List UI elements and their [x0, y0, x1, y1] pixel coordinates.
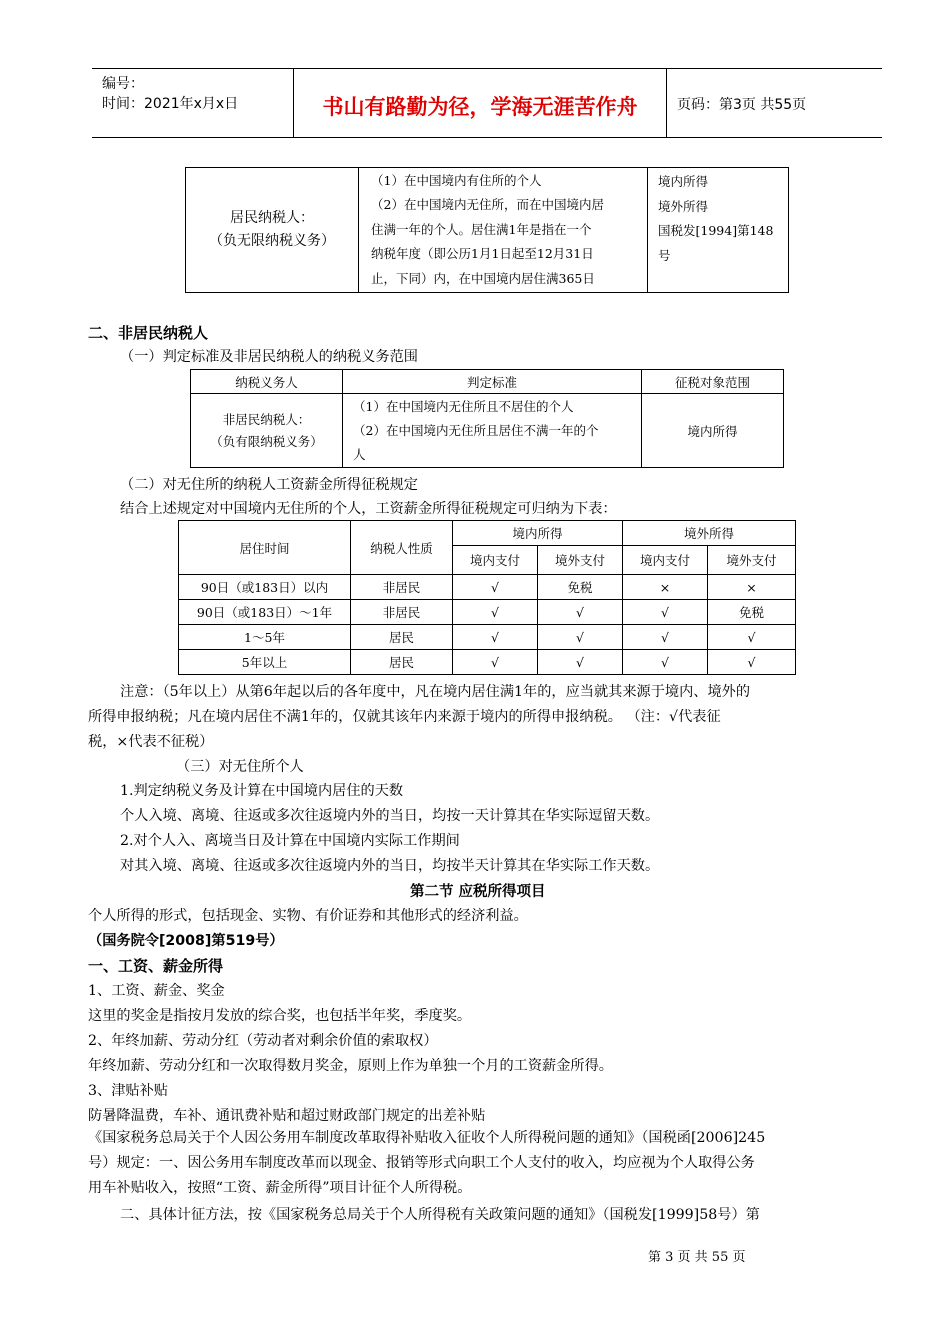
table-row — [179, 600, 796, 625]
page-footer: 第 3 页 共 55 页 — [648, 1250, 746, 1265]
table-cell: √ — [453, 650, 538, 675]
table-cell: 非居民 — [351, 600, 453, 625]
table-cell: √ — [538, 650, 623, 675]
subheading-criteria: （一）判定标准及非居民纳税人的纳税义务范围 — [120, 349, 418, 365]
doc-number-label: 编号： — [102, 76, 144, 92]
table-row — [179, 625, 796, 650]
table-row — [179, 575, 796, 600]
method-text: 二、具体计征方法，按《国家税务总局关于个人所得税有关政策问题的通知》（国税发[1999]58号）第 — [120, 1207, 760, 1223]
heading-wage-income: 一、工资、薪金所得 — [88, 957, 224, 975]
non-resident-criteria-line: （1）在中国境内无住所且不居住的个人 — [353, 398, 574, 414]
page-header — [92, 68, 882, 138]
resident-taxpayer-table — [185, 167, 789, 293]
table-cell: 居民 — [351, 625, 453, 650]
non-resident-table — [190, 369, 784, 468]
intro-paragraph: 结合上述规定对中国境内无住所的个人，工资薪金所得征税规定可归纳为下表： — [120, 501, 617, 517]
resident-criteria-line: 纳税年度（即公历1月1日起至12月31日 — [371, 246, 594, 262]
resident-scope-cell — [648, 168, 789, 293]
table-cell: √ — [623, 650, 708, 675]
table-cell: 5年以上 — [179, 650, 351, 675]
table-cell: 90日（或183日）以内 — [179, 575, 351, 600]
table-cell: 居民 — [351, 650, 453, 675]
non-resident-title-cell — [191, 394, 343, 468]
resident-criteria-line: （1）在中国境内有住所的个人 — [371, 172, 542, 188]
resident-criteria-cell — [359, 168, 648, 293]
item-2-heading: 2.对个人入、离境当日及计算在中国境内实际工作期间 — [120, 833, 460, 849]
header-residence-time: 居住时间 — [179, 521, 351, 575]
header-domestic-paid: 境内支付 — [623, 546, 708, 575]
header-domestic-income: 境内所得 — [453, 521, 623, 546]
col-header: 纳税义务人 — [191, 370, 343, 394]
table-cell: √ — [453, 600, 538, 625]
table-cell: √ — [453, 575, 538, 600]
col-header: 征税对象范围 — [642, 370, 784, 394]
non-resident-criteria-line: 人 — [353, 446, 366, 462]
resident-scope-line: 号 — [658, 247, 671, 263]
resident-criteria-line: 住满一年的个人。居住满1年是指在一个 — [371, 221, 592, 237]
non-resident-subtitle: （负有限纳税义务） — [210, 433, 323, 449]
table-cell: √ — [708, 625, 796, 650]
table-cell: √ — [453, 625, 538, 650]
non-resident-criteria-line: （2）在中国境内无住所且居住不满一年的个 — [353, 422, 599, 438]
notice-line: 号）规定：一、因公务用车制度改革而以现金、报销等形式向职工个人支付的收入，均应视为个人取得公务 — [88, 1155, 755, 1171]
resident-criteria-line: （2）在中国境内无住所，而在中国境内居 — [371, 197, 604, 213]
page-number-label: 页码：第3页 共55页 — [677, 97, 807, 113]
header-domestic-paid: 境内支付 — [453, 546, 538, 575]
table-cell: 免税 — [708, 600, 796, 625]
subheading-wage-rules: （二）对无住所的纳税人工资薪金所得征税规定 — [120, 477, 418, 493]
resident-criteria-line: 止，下同）内，在中国境内居住满365日 — [371, 270, 595, 286]
item-1-heading: 1.判定纳税义务及计算在中国境内居住的天数 — [120, 783, 404, 799]
non-resident-criteria-cell — [343, 394, 642, 468]
table-cell: √ — [538, 600, 623, 625]
resident-scope-line: 境内所得 — [658, 174, 709, 189]
table-cell: 1～5年 — [179, 625, 351, 650]
table-row — [179, 650, 796, 675]
resident-scope-line: 国税发[1994]第148 — [658, 223, 774, 238]
table-cell: √ — [623, 625, 708, 650]
item-2-text: 对其入境、离境、往返或多次往返境内外的当日，均按半天计算其在华实际工作天数。 — [120, 858, 660, 874]
resident-title: 居民纳税人： — [230, 210, 314, 226]
definition-text: 个人所得的形式，包括现金、实物、有价证券和其他形式的经济利益。 — [88, 908, 528, 924]
header-taxpayer-nature: 纳税人性质 — [351, 521, 453, 575]
note-line: 注意：（5年以上）从第6年起以后的各年度中，凡在境内居住满1年的，应当就其来源于境内、境外的 — [120, 684, 751, 700]
wage-item-1-text: 这里的奖金是指按月发放的综合奖，也包括半年奖，季度奖。 — [88, 1008, 472, 1024]
doc-time-label: 时间：2021年x月x日 — [102, 96, 239, 112]
wage-taxation-table — [178, 520, 796, 675]
header-foreign-paid: 境外支付 — [708, 546, 796, 575]
non-resident-scope: 境内所得 — [642, 394, 784, 468]
notice-line: 《国家税务总局关于个人因公务用车制度改革取得补贴收入征收个人所得税问题的通知》（国税函[2006]245 — [88, 1130, 766, 1146]
table-cell: × — [623, 575, 708, 600]
wage-item-1: 1、工资、薪金、奖金 — [88, 983, 225, 999]
header-page-cell — [667, 69, 882, 137]
table-cell: 非居民 — [351, 575, 453, 600]
resident-scope-line: 境外所得 — [658, 198, 709, 214]
section-title: 第二节 应税所得项目 — [410, 884, 546, 900]
note-line: 税，×代表不征税） — [88, 734, 214, 750]
table-cell: × — [708, 575, 796, 600]
note-line: 所得申报纳税；凡在境内居住不满1年的，仅就其该年内来源于境内的所得申报纳税。 （注：√代表征 — [88, 709, 721, 725]
motto-text: 书山有路勤为径，学海无涯苦作舟 — [322, 95, 638, 119]
notice-paragraph — [88, 1126, 765, 1201]
header-meta — [92, 69, 292, 137]
wage-item-3-text: 防暑降温费，车补、通讯费补贴和超过财政部门规定的出差补贴 — [88, 1108, 486, 1124]
item-1-text: 个人入境、离境、往返或多次往返境内外的当日，均按一天计算其在华实际逗留天数。 — [120, 808, 660, 824]
note-paragraph — [88, 680, 750, 755]
header-foreign-paid: 境外支付 — [538, 546, 623, 575]
notice-line: 用车补贴收入，按照“工资、薪金所得”项目计征个人所得税。 — [88, 1180, 472, 1196]
heading-non-resident: 二、非居民纳税人 — [88, 324, 209, 342]
header-motto-cell — [293, 69, 667, 137]
header-foreign-income: 境外所得 — [623, 521, 796, 546]
non-resident-title: 非居民纳税人： — [222, 411, 311, 427]
decree-reference: （国务院令[2008]第519号） — [88, 933, 284, 949]
col-header: 判定标准 — [343, 370, 642, 394]
wage-item-2-text: 年终加薪、劳动分红和一次取得数月奖金，原则上作为单独一个月的工资薪金所得。 — [88, 1058, 613, 1074]
table-cell: √ — [538, 625, 623, 650]
table-cell: 免税 — [538, 575, 623, 600]
subheading-no-domicile: （三）对无住所个人 — [176, 759, 304, 775]
table-cell: 90日（或183日）～1年 — [179, 600, 351, 625]
table-cell: √ — [623, 600, 708, 625]
wage-item-2: 2、年终加薪、劳动分红（劳动者对剩余价值的索取权） — [88, 1033, 438, 1049]
table-cell: √ — [708, 650, 796, 675]
wage-item-3: 3、津贴补贴 — [88, 1083, 168, 1099]
resident-subtitle: （负无限纳税义务） — [209, 233, 335, 249]
resident-title-cell — [186, 168, 359, 293]
